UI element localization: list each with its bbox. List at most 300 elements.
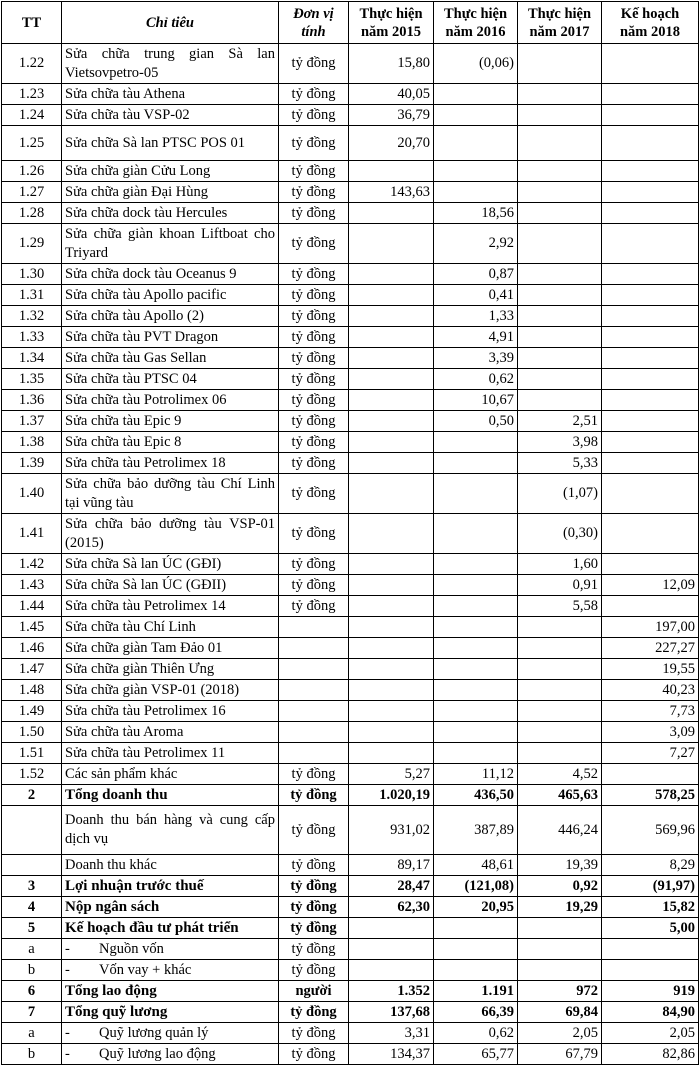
row-value-2015: [349, 203, 434, 224]
header-chi-tieu: Chỉ tiêu: [62, 2, 279, 44]
row-value-2017: 67,79: [518, 1044, 602, 1065]
row-unit: tỷ đồng: [279, 44, 349, 84]
row-name: Sửa chữa tàu Chí Linh: [62, 617, 279, 638]
row-tt: 1.33: [2, 327, 62, 348]
row-value-2015: [349, 638, 434, 659]
row-value-2016: 2,92: [434, 224, 518, 264]
row-value-2018: [602, 474, 699, 514]
row-tt: 1.45: [2, 617, 62, 638]
table-row: [2, 44, 699, 84]
row-unit: tỷ đồng: [279, 285, 349, 306]
table-row: [2, 981, 699, 1002]
row-value-2016: [434, 680, 518, 701]
row-tt: 1.50: [2, 722, 62, 743]
row-unit: tỷ đồng: [279, 264, 349, 285]
row-value-2017: [518, 701, 602, 722]
row-tt: 1.28: [2, 203, 62, 224]
row-name: Sửa chữa tàu PVT Dragon: [62, 327, 279, 348]
row-name: Sửa chữa bảo dưỡng tàu Chí Linh tại vũng tàu: [62, 474, 279, 514]
row-unit: tỷ đồng: [279, 474, 349, 514]
row-name: Sửa chữa tàu Potrolimex 06: [62, 390, 279, 411]
row-value-2016: [434, 722, 518, 743]
table-row: [2, 474, 699, 514]
row-value-2017: 0,92: [518, 876, 602, 897]
table-row: [2, 806, 699, 855]
row-value-2017: [518, 84, 602, 105]
row-value-2015: 40,05: [349, 84, 434, 105]
row-tt: 2: [2, 785, 62, 806]
row-value-2018: 227,27: [602, 638, 699, 659]
table-row: [2, 701, 699, 722]
row-tt: 1.27: [2, 182, 62, 203]
header-th-2017: Thực hiện năm 2017: [518, 2, 602, 44]
row-value-2016: [434, 596, 518, 617]
row-value-2017: [518, 182, 602, 203]
row-value-2018: [602, 348, 699, 369]
row-value-2016: [434, 474, 518, 514]
row-value-2017: [518, 105, 602, 126]
row-tt: 1.41: [2, 514, 62, 554]
row-unit: tỷ đồng: [279, 453, 349, 474]
row-name: Sửa chữa tàu Apollo (2): [62, 306, 279, 327]
row-value-2017: 972: [518, 981, 602, 1002]
row-name: Sửa chữa dock tàu Oceanus 9: [62, 264, 279, 285]
row-value-2015: [349, 960, 434, 981]
row-name: Sửa chữa giàn VSP-01 (2018): [62, 680, 279, 701]
row-name: Sửa chữa tàu Petrolimex 18: [62, 453, 279, 474]
row-value-2018: 7,73: [602, 701, 699, 722]
table-row: [2, 306, 699, 327]
row-value-2017: 5,58: [518, 596, 602, 617]
row-unit: tỷ đồng: [279, 806, 349, 855]
row-value-2018: 19,55: [602, 659, 699, 680]
row-value-2016: 0,62: [434, 1023, 518, 1044]
row-value-2015: [349, 161, 434, 182]
financial-plan-table: [1, 1, 699, 1065]
table-row: [2, 960, 699, 981]
row-value-2017: [518, 348, 602, 369]
row-value-2018: 197,00: [602, 617, 699, 638]
row-unit: tỷ đồng: [279, 1002, 349, 1023]
table-row: [2, 897, 699, 918]
table-row: [2, 617, 699, 638]
table-body: [2, 44, 699, 1065]
row-name: Doanh thu bán hàng và cung cấp dịch vụ: [62, 806, 279, 855]
row-value-2017: [518, 918, 602, 939]
row-unit: [279, 680, 349, 701]
row-unit: tỷ đồng: [279, 596, 349, 617]
row-name: [62, 1044, 279, 1065]
row-value-2015: [349, 918, 434, 939]
row-value-2017: 1,60: [518, 554, 602, 575]
row-tt: 1.30: [2, 264, 62, 285]
row-name: Sửa chữa tàu Apollo pacific: [62, 285, 279, 306]
row-unit: tỷ đồng: [279, 105, 349, 126]
row-unit: tỷ đồng: [279, 876, 349, 897]
row-unit: tỷ đồng: [279, 224, 349, 264]
row-value-2016: 436,50: [434, 785, 518, 806]
row-name: [62, 1023, 279, 1044]
row-tt: 6: [2, 981, 62, 1002]
row-value-2016: (121,08): [434, 876, 518, 897]
row-value-2016: [434, 575, 518, 596]
row-name: Sửa chữa giàn Tam Đảo 01: [62, 638, 279, 659]
table-row: [2, 918, 699, 939]
row-value-2017: 4,52: [518, 764, 602, 785]
row-unit: tỷ đồng: [279, 918, 349, 939]
table-row: [2, 722, 699, 743]
row-value-2015: [349, 939, 434, 960]
row-value-2018: [602, 960, 699, 981]
row-name: Sửa chữa Sà lan ÚC (GĐI): [62, 554, 279, 575]
row-value-2017: [518, 390, 602, 411]
table-row: [2, 432, 699, 453]
row-value-2016: [434, 960, 518, 981]
row-value-2018: [602, 453, 699, 474]
table-row: [2, 390, 699, 411]
row-value-2015: [349, 743, 434, 764]
row-name: Doanh thu khác: [62, 855, 279, 876]
row-name: [62, 939, 279, 960]
row-value-2017: 2,51: [518, 411, 602, 432]
row-tt: 1.49: [2, 701, 62, 722]
row-name: Sửa chữa tàu Petrolimex 16: [62, 701, 279, 722]
row-name: Sửa chữa tàu Petrolimex 11: [62, 743, 279, 764]
row-name: Các sản phẩm khác: [62, 764, 279, 785]
row-value-2015: [349, 474, 434, 514]
row-unit: tỷ đồng: [279, 306, 349, 327]
row-name: Kế hoạch đầu tư phát triển: [62, 918, 279, 939]
row-value-2018: [602, 126, 699, 161]
table-row: [2, 264, 699, 285]
table-row: [2, 743, 699, 764]
row-value-2015: [349, 617, 434, 638]
row-unit: tỷ đồng: [279, 575, 349, 596]
row-tt: 1.42: [2, 554, 62, 575]
table-row: [2, 126, 699, 161]
row-name: Sửa chữa giàn Thiên Ưng: [62, 659, 279, 680]
table-row: [2, 369, 699, 390]
table-row: [2, 554, 699, 575]
row-value-2016: [434, 161, 518, 182]
row-value-2017: [518, 203, 602, 224]
row-value-2016: [434, 182, 518, 203]
row-value-2015: [349, 575, 434, 596]
row-tt: 1.22: [2, 44, 62, 84]
row-value-2017: [518, 960, 602, 981]
bullet-dash: -: [65, 1024, 70, 1041]
row-name: Sửa chữa tàu Epic 9: [62, 411, 279, 432]
row-value-2018: (91,97): [602, 876, 699, 897]
row-value-2018: 15,82: [602, 897, 699, 918]
row-unit: tỷ đồng: [279, 1023, 349, 1044]
row-value-2015: [349, 264, 434, 285]
header-kh-2018: Kế hoạch năm 2018: [602, 2, 699, 44]
row-value-2015: [349, 659, 434, 680]
row-value-2016: 387,89: [434, 806, 518, 855]
row-tt: 1.23: [2, 84, 62, 105]
row-tt: 1.38: [2, 432, 62, 453]
row-name: Sửa chữa tàu PTSC 04: [62, 369, 279, 390]
table-row: [2, 939, 699, 960]
row-tt: [2, 855, 62, 876]
row-value-2017: [518, 44, 602, 84]
row-tt: a: [2, 1023, 62, 1044]
row-unit: [279, 659, 349, 680]
row-value-2018: 82,86: [602, 1044, 699, 1065]
row-value-2017: (0,30): [518, 514, 602, 554]
row-value-2016: 0,62: [434, 369, 518, 390]
row-unit: tỷ đồng: [279, 161, 349, 182]
row-value-2017: [518, 264, 602, 285]
header-row: [2, 2, 699, 44]
row-tt: 1.39: [2, 453, 62, 474]
row-value-2018: [602, 264, 699, 285]
row-value-2018: [602, 764, 699, 785]
bullet-dash: -: [65, 961, 70, 978]
row-value-2015: 28,47: [349, 876, 434, 897]
row-value-2016: 48,61: [434, 855, 518, 876]
row-value-2015: [349, 411, 434, 432]
table-row: [2, 411, 699, 432]
row-tt: [2, 806, 62, 855]
row-value-2016: [434, 432, 518, 453]
row-unit: [279, 743, 349, 764]
row-value-2018: [602, 411, 699, 432]
row-value-2016: 3,39: [434, 348, 518, 369]
row-value-2018: [602, 432, 699, 453]
row-unit: tỷ đồng: [279, 897, 349, 918]
row-name: Sửa chữa giàn Đại Hùng: [62, 182, 279, 203]
table-row: [2, 785, 699, 806]
row-unit: tỷ đồng: [279, 390, 349, 411]
header-don-vi: Đơn vị tính: [279, 2, 349, 44]
row-tt: b: [2, 1044, 62, 1065]
row-name: Sửa chữa trung gian Sà lan Vietsovpetro-05: [62, 44, 279, 84]
table-row: [2, 876, 699, 897]
row-value-2017: 3,98: [518, 432, 602, 453]
table-row: [2, 1023, 699, 1044]
row-unit: tỷ đồng: [279, 84, 349, 105]
row-name: Sửa chữa tàu VSP-02: [62, 105, 279, 126]
row-value-2015: 62,30: [349, 897, 434, 918]
row-unit: tỷ đồng: [279, 327, 349, 348]
row-value-2017: [518, 659, 602, 680]
row-unit: tỷ đồng: [279, 203, 349, 224]
row-tt: 5: [2, 918, 62, 939]
row-tt: 1.40: [2, 474, 62, 514]
row-value-2016: 1,33: [434, 306, 518, 327]
table-row: [2, 1002, 699, 1023]
row-tt: 3: [2, 876, 62, 897]
row-value-2018: 569,96: [602, 806, 699, 855]
row-value-2018: [602, 105, 699, 126]
table-row: [2, 327, 699, 348]
row-value-2015: 15,80: [349, 44, 434, 84]
row-unit: tỷ đồng: [279, 960, 349, 981]
row-value-2015: 134,37: [349, 1044, 434, 1065]
row-value-2017: [518, 680, 602, 701]
row-name: Tổng doanh thu: [62, 785, 279, 806]
row-value-2017: [518, 327, 602, 348]
row-value-2018: 12,09: [602, 575, 699, 596]
row-tt: 1.35: [2, 369, 62, 390]
row-value-2015: 137,68: [349, 1002, 434, 1023]
row-unit: [279, 638, 349, 659]
table-row: [2, 285, 699, 306]
row-unit: tỷ đồng: [279, 411, 349, 432]
row-value-2016: [434, 514, 518, 554]
row-value-2016: (0,06): [434, 44, 518, 84]
row-value-2016: 4,91: [434, 327, 518, 348]
row-unit: người: [279, 981, 349, 1002]
row-value-2015: 1.352: [349, 981, 434, 1002]
header-tt: TT: [2, 2, 62, 44]
row-value-2016: 0,41: [434, 285, 518, 306]
table-row: [2, 764, 699, 785]
row-unit: [279, 701, 349, 722]
row-value-2018: [602, 327, 699, 348]
header-th-2016: Thực hiện năm 2016: [434, 2, 518, 44]
row-value-2016: [434, 105, 518, 126]
row-value-2018: [602, 390, 699, 411]
row-value-2015: 143,63: [349, 182, 434, 203]
row-value-2018: [602, 596, 699, 617]
row-value-2017: 2,05: [518, 1023, 602, 1044]
row-value-2017: [518, 161, 602, 182]
row-value-2017: 19,39: [518, 855, 602, 876]
bullet-dash: -: [65, 1045, 70, 1062]
row-name: [62, 960, 279, 981]
row-value-2016: 1.191: [434, 981, 518, 1002]
row-value-2018: 84,90: [602, 1002, 699, 1023]
row-value-2017: [518, 939, 602, 960]
row-value-2016: [434, 743, 518, 764]
row-value-2015: 1.020,19: [349, 785, 434, 806]
row-name: Sửa chữa tàu Gas Sellan: [62, 348, 279, 369]
row-value-2016: 10,67: [434, 390, 518, 411]
row-value-2015: [349, 432, 434, 453]
table-row: [2, 453, 699, 474]
row-tt: a: [2, 939, 62, 960]
row-name-text: Quỹ lương quản lý: [99, 1024, 209, 1041]
row-value-2018: [602, 84, 699, 105]
row-value-2016: 0,50: [434, 411, 518, 432]
row-value-2017: [518, 285, 602, 306]
row-value-2015: 5,27: [349, 764, 434, 785]
row-tt: 1.26: [2, 161, 62, 182]
row-name: Tổng lao động: [62, 981, 279, 1002]
table-row: [2, 105, 699, 126]
row-value-2016: [434, 126, 518, 161]
row-value-2017: [518, 224, 602, 264]
row-name: Sửa chữa tàu Petrolimex 14: [62, 596, 279, 617]
row-value-2015: [349, 306, 434, 327]
row-tt: 1.51: [2, 743, 62, 764]
row-name: Sửa chữa Sà lan ÚC (GĐII): [62, 575, 279, 596]
row-value-2018: 7,27: [602, 743, 699, 764]
row-value-2015: 931,02: [349, 806, 434, 855]
row-tt: 1.43: [2, 575, 62, 596]
row-value-2016: 20,95: [434, 897, 518, 918]
row-value-2015: [349, 453, 434, 474]
row-name: Sửa chữa giàn Cửu Long: [62, 161, 279, 182]
row-value-2016: [434, 701, 518, 722]
row-value-2016: [434, 617, 518, 638]
row-tt: 1.25: [2, 126, 62, 161]
row-value-2018: 3,09: [602, 722, 699, 743]
row-name-text: Quỹ lương lao động: [99, 1045, 216, 1062]
row-value-2017: 446,24: [518, 806, 602, 855]
row-value-2015: 89,17: [349, 855, 434, 876]
row-tt: 1.47: [2, 659, 62, 680]
row-tt: b: [2, 960, 62, 981]
row-value-2018: [602, 554, 699, 575]
row-value-2016: 65,77: [434, 1044, 518, 1065]
row-value-2017: 5,33: [518, 453, 602, 474]
table-row: [2, 348, 699, 369]
row-value-2016: [434, 939, 518, 960]
table-row: [2, 203, 699, 224]
table-row: [2, 855, 699, 876]
row-tt: 7: [2, 1002, 62, 1023]
bullet-dash: -: [65, 940, 70, 957]
row-value-2016: 66,39: [434, 1002, 518, 1023]
table-row: [2, 596, 699, 617]
row-tt: 1.29: [2, 224, 62, 264]
row-tt: 1.46: [2, 638, 62, 659]
row-value-2015: [349, 285, 434, 306]
row-unit: tỷ đồng: [279, 855, 349, 876]
row-unit: [279, 617, 349, 638]
row-value-2018: 5,00: [602, 918, 699, 939]
row-value-2018: 8,29: [602, 855, 699, 876]
row-value-2016: 0,87: [434, 264, 518, 285]
table-row: [2, 638, 699, 659]
row-value-2018: [602, 161, 699, 182]
row-value-2017: 465,63: [518, 785, 602, 806]
row-name: Sửa chữa bảo dưỡng tàu VSP-01 (2015): [62, 514, 279, 554]
row-name: Lợi nhuận trước thuế: [62, 876, 279, 897]
row-tt: 1.36: [2, 390, 62, 411]
row-value-2017: [518, 126, 602, 161]
row-value-2018: [602, 939, 699, 960]
row-value-2015: [349, 369, 434, 390]
row-value-2018: [602, 44, 699, 84]
row-unit: tỷ đồng: [279, 1044, 349, 1065]
row-value-2018: [602, 514, 699, 554]
row-name-text: Nguồn vốn: [99, 940, 164, 957]
row-value-2018: [602, 203, 699, 224]
row-value-2017: [518, 369, 602, 390]
row-value-2016: [434, 453, 518, 474]
row-name: Tổng quỹ lương: [62, 1002, 279, 1023]
row-value-2016: [434, 659, 518, 680]
row-value-2017: [518, 306, 602, 327]
row-unit: tỷ đồng: [279, 764, 349, 785]
row-unit: tỷ đồng: [279, 514, 349, 554]
row-tt: 1.44: [2, 596, 62, 617]
row-name: Sửa chữa tàu Athena: [62, 84, 279, 105]
table-row: [2, 575, 699, 596]
table-row: [2, 161, 699, 182]
row-tt: 1.52: [2, 764, 62, 785]
row-tt: 1.32: [2, 306, 62, 327]
row-value-2015: [349, 514, 434, 554]
row-value-2017: [518, 617, 602, 638]
row-value-2015: [349, 390, 434, 411]
row-value-2016: 18,56: [434, 203, 518, 224]
